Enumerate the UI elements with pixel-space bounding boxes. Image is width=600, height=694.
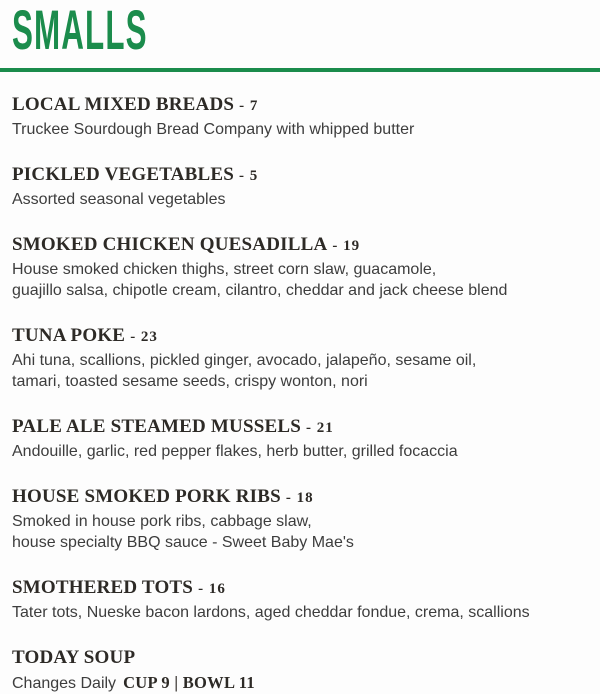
description-line: house specialty BBQ sauce - Sweet Baby Mae's — [12, 534, 354, 551]
item-title — [12, 164, 588, 187]
description-line: tamari, toasted sesame seeds, crispy wonton, nori — [12, 373, 368, 390]
item-title — [12, 325, 588, 348]
menu-item-local-mixed-breads — [12, 94, 588, 140]
item-description — [12, 259, 588, 301]
menu-item-pickled-vegetables — [12, 164, 588, 210]
item-description — [12, 511, 588, 553]
item-name: LOCAL MIXED BREADS — [12, 94, 235, 115]
item-name: HOUSE SMOKED PORK RIBS — [12, 486, 281, 507]
title-divider — [0, 68, 600, 72]
description-line: House smoked chicken thighs, street corn slaw, guacamole, — [12, 261, 437, 278]
item-title — [12, 647, 588, 670]
menu-item-today-soup — [12, 647, 588, 694]
item-description — [12, 350, 588, 392]
item-price: - 23 — [130, 329, 158, 345]
item-price: - 19 — [332, 238, 361, 254]
description-line: Ahi tuna, scallions, pickled ginger, avocado, jalapeño, sesame oil, — [12, 352, 477, 369]
description-line: Andouille, garlic, red pepper flakes, herb butter, grilled focaccia — [12, 443, 458, 460]
menu-item-smoked-chicken-quesadilla — [12, 234, 588, 301]
menu-item-smothered-tots — [12, 577, 588, 623]
page-title: SMALLS — [12, 0, 148, 61]
description-line: guajillo salsa, chipotle cream, cilantro, cheddar and jack cheese blend — [12, 282, 508, 299]
description-line: Smoked in house pork ribs, cabbage slaw, — [12, 513, 312, 530]
item-description — [12, 189, 588, 210]
item-title — [12, 94, 588, 117]
description-line: Changes Daily — [12, 675, 117, 692]
menu-item-pale-ale-steamed-mussels — [12, 416, 588, 462]
item-size-prices: CUP 9 | BOWL 11 — [123, 673, 255, 692]
menu-item-tuna-poke — [12, 325, 588, 392]
item-description — [12, 441, 588, 462]
item-title — [12, 486, 588, 509]
item-name: TODAY SOUP — [12, 647, 136, 668]
description-line: Truckee Sourdough Bread Company with whipped butter — [12, 121, 415, 138]
item-title — [12, 577, 588, 600]
description-line: Assorted seasonal vegetables — [12, 191, 226, 208]
item-name: SMOTHERED TOTS — [12, 577, 194, 598]
item-name: TUNA POKE — [12, 325, 126, 346]
item-price: - 5 — [239, 168, 259, 184]
item-price: - 7 — [239, 98, 259, 114]
item-description — [12, 672, 588, 694]
item-title — [12, 234, 588, 257]
item-title — [12, 416, 588, 439]
item-description — [12, 119, 588, 140]
item-name: SMOKED CHICKEN QUESADILLA — [12, 234, 328, 255]
item-name: PICKLED VEGETABLES — [12, 164, 234, 185]
description-line: Tater tots, Nueske bacon lardons, aged cheddar fondue, crema, scallions — [12, 604, 530, 621]
item-name: PALE ALE STEAMED MUSSELS — [12, 416, 301, 437]
item-price: - 16 — [198, 581, 226, 597]
menu-item-house-smoked-pork-ribs — [12, 486, 588, 553]
item-price: - 21 — [306, 420, 334, 436]
item-description — [12, 602, 588, 623]
item-price: - 18 — [285, 490, 314, 506]
menu-list — [0, 94, 600, 694]
page-header — [0, 0, 600, 72]
